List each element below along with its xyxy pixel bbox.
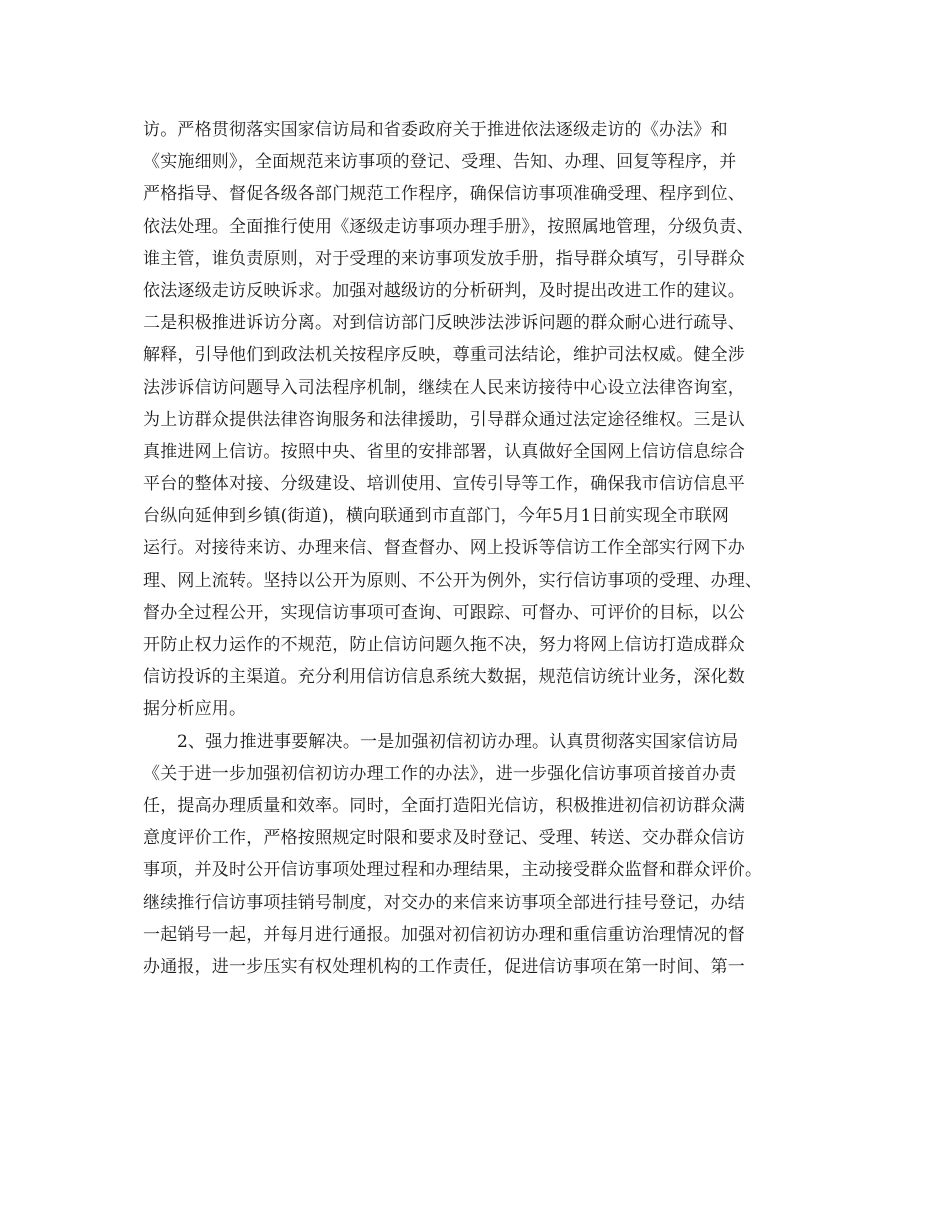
text-line: 谁主管，谁负责原则，对于受理的来访事项发放手册，指导群众填写，引导群众 — [143, 248, 745, 269]
text-line: 一起销号一起，并每月进行通报。加强对初信初访办理和重信重访治理情况的督 — [143, 924, 745, 945]
text-line: 《实施细则》，全面规范来访事项的登记、受理、告知、办理、回复等程序，并 — [143, 152, 737, 173]
text-line: 访。严格贯彻落实国家信访局和省委政府关于推进依法逐级走访的《办法》和 — [143, 120, 728, 140]
text-line: 二是积极推进诉访分离。对到信访部门反映涉法涉诉问题的群众耐心进行疏导、 — [143, 313, 745, 334]
text-line: 解释，引导他们到政法机关按程序反映，尊重司法结论，维护司法权威。健全涉 — [143, 345, 745, 366]
text-line: 信访投诉的主渠道。充分利用信访信息系统大数据，规范信访统计业务，深化数 — [143, 667, 745, 688]
body-text — [143, 114, 823, 983]
text-line: 开防止权力运作的不规范，防止信访问题久拖不决，努力将网上信访打造成群众 — [143, 635, 745, 655]
text-line: 依法处理。全面推行使用《逐级走访事项办理手册》，按照属地管理，分级负责、 — [143, 216, 754, 237]
paragraph-start-line: 2、强力推进事要解决。一是加强初信初访办理。认真贯彻落实国家信访局 — [177, 731, 739, 752]
text-line: 为上访群众提供法律咨询服务和法律援助，引导群众通过法定途径维权。三是认 — [143, 409, 745, 430]
text-line: 台纵向延伸到乡镇(街道)，横向联通到市直部门，今年5月1日前实现全市联网 — [143, 506, 730, 527]
text-line: 法涉诉信访问题导入司法程序机制，继续在人民来访接待中心设立法律咨询室， — [143, 377, 745, 398]
text-line: 办通报，进一步压实有权处理机构的工作责任，促进信访事项在第一时间、第一 — [143, 956, 745, 977]
text-line: 据分析应用。 — [143, 699, 247, 720]
text-line: 事项，并及时公开信访事项处理过程和办理结果，主动接受群众监督和群众评价。 — [143, 860, 763, 881]
text-line: 意度评价工作，严格按照规定时限和要求及时登记、受理、转送、交办群众信访 — [143, 828, 745, 849]
text-line: 运行。对接待来访、办理来信、督查督办、网上投诉等信访工作全部实行网下办 — [143, 538, 745, 559]
text-line: 依法逐级走访反映诉求。加强对越级访的分析研判，及时提出改进工作的建议。 — [143, 280, 745, 301]
text-line: 平台的整体对接、分级建设、培训使用、宣传引导等工作，确保我市信访信息平 — [143, 474, 745, 495]
text-line: 任，提高办理质量和效率。同时，全面打造阳光信访，积极推进初信初访群众满 — [143, 795, 745, 816]
text-line: 督办全过程公开，实现信访事项可查询、可跟踪、可督办、可评价的目标，以公 — [143, 602, 745, 623]
text-line: 严格指导、督促各级各部门规范工作程序，确保信访事项准确受理、程序到位、 — [143, 184, 745, 205]
text-line: 理、网上流转。坚持以公开为原则、不公开为例外，实行信访事项的受理、办理、 — [143, 570, 763, 591]
text-line: 《关于进一步加强初信初访办理工作的办法》，进一步强化信访事项首接首办责 — [143, 763, 737, 784]
text-line: 继续推行信访事项挂销号制度，对交办的来信来访事项全部进行挂号登记，办结 — [143, 892, 745, 913]
text-line: 真推进网上信访。按照中央、省里的安排部署，认真做好全国网上信访信息综合 — [143, 441, 745, 462]
